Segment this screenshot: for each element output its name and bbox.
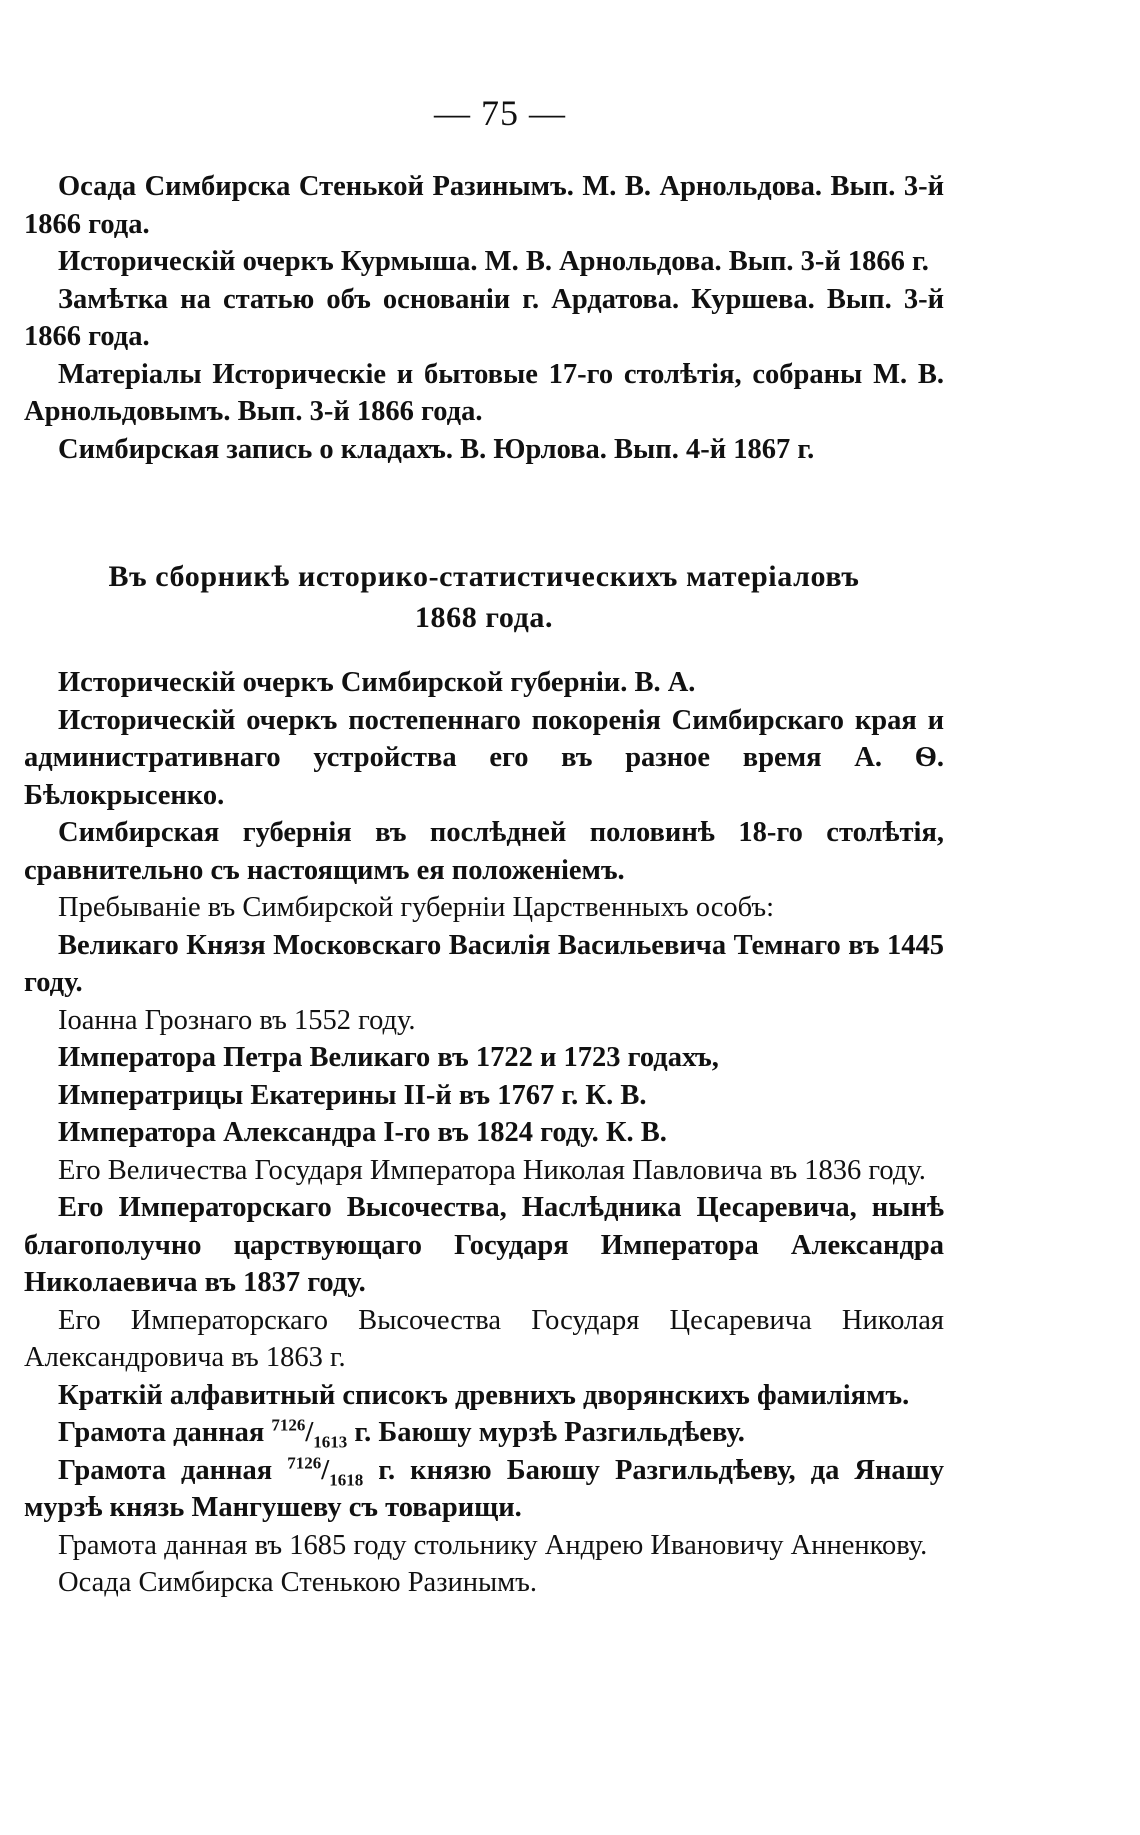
- bibliography-entry: Краткій алфавитный списокъ древнихъ дворянскихъ фамиліямъ.: [58, 1379, 910, 1411]
- fraction-denominator: 1618: [329, 1470, 364, 1490]
- gramota-text-before: Грамота данная: [58, 1417, 272, 1448]
- bibliography-entry-gramota: [24, 1414, 944, 1452]
- bibliography-entry: Іоанна Грознаго въ 1552 году.: [58, 1004, 416, 1036]
- bibliography-list-top: [24, 168, 944, 468]
- fraction-numerator: 7126: [287, 1453, 322, 1472]
- gramota-text-after: г. Баюшу мурзѣ Разгильдѣеву.: [347, 1417, 745, 1448]
- bibliography-entry: Пребываніе въ Симбирской губерніи Царственныхъ особъ:: [58, 892, 775, 923]
- page-number: — 75 —: [434, 93, 566, 133]
- bibliography-entry: Его Императорскаго Высочества Государя Цесаревича Николая Александровича въ 1863 г.: [24, 1304, 944, 1373]
- bibliography-entry: Императора Петра Великаго въ 1722 и 1723 годахъ,: [58, 1042, 719, 1073]
- gramota-text-before: Грамота данная: [58, 1454, 288, 1486]
- bibliography-entry: Симбирская запись о кладахъ. В. Юрлова. Вып. 4-й 1867 г.: [58, 433, 815, 465]
- fraction-slash: /: [305, 1417, 314, 1448]
- bibliography-entry-gramota: [24, 1452, 944, 1527]
- fraction-slash: /: [321, 1454, 330, 1486]
- bibliography-list-bottom: [24, 664, 944, 1602]
- section-heading-line-2: 1868 года.: [414, 601, 554, 634]
- bibliography-entry: Историческій очеркъ Симбирской губерніи. В. А.: [58, 667, 696, 698]
- bibliography-entry: Осада Симбирска Стенькой Разинымъ. М. В. Арнольдова. Вып. 3-й 1866 года.: [24, 171, 944, 240]
- bibliography-entry: Симбирская губернія въ послѣдней половинѣ 18-го столѣтія, сравнительно съ настоящимъ ея положеніемъ.: [24, 817, 944, 886]
- bibliography-entry: Грамота данная въ 1685 году стольнику Андрею Ивановичу Анненкову.: [58, 1529, 928, 1561]
- bibliography-entry: Его Величества Государя Императора Николая Павловича въ 1836 году.: [58, 1154, 926, 1186]
- fraction-denominator: 1613: [313, 1432, 348, 1452]
- bibliography-entry: Историческій очеркъ постепеннаго покоренія Симбирскаго края и административнаго устройства его въ разное время А. Ѳ. Бѣлокрысенко.: [24, 704, 944, 811]
- section-heading: [24, 556, 944, 638]
- section-heading-line-1: Въ сборникѣ историко-статистическихъ матеріаловъ: [108, 560, 860, 593]
- bibliography-entry: Великаго Князя Московскаго Василія Васильевича Темнаго въ 1445 году.: [24, 929, 944, 998]
- date-fraction: [287, 1453, 364, 1490]
- bibliography-entry: Осада Симбирска Стенькою Разинымъ.: [58, 1567, 538, 1598]
- bibliography-entry: Матеріалы Историческіе и бытовые 17-го столѣтія, собраны М. В. Арнольдовымъ. Вып. 3-й 1866 года.: [24, 358, 944, 427]
- bibliography-entry: Императрицы Екатерины II-й въ 1767 г. К. В.: [58, 1079, 647, 1111]
- bibliography-entry: Его Императорскаго Высочества, Наслѣдника Цесаревича, нынѣ благополучно царствующаго Государя Императора Александра Николаевича въ 1837 году.: [24, 1192, 944, 1298]
- bibliography-entry: Историческій очеркъ Курмыша. М. В. Арнольдова. Вып. 3-й 1866 г.: [58, 246, 929, 277]
- bibliography-entry: Императора Александра I-го въ 1824 году. К. В.: [58, 1117, 667, 1148]
- bibliography-entry: Замѣтка на статью объ основаніи г. Ардатова. Куршева. Вып. 3-й 1866 года.: [24, 283, 944, 352]
- gramota-text-after: г. князю Баюшу Разгильдѣеву, да Янашу мурзѣ князь Мангушеву съ товарищи.: [24, 1454, 944, 1523]
- fraction-numerator: 7126: [271, 1415, 306, 1435]
- date-fraction: [271, 1415, 348, 1452]
